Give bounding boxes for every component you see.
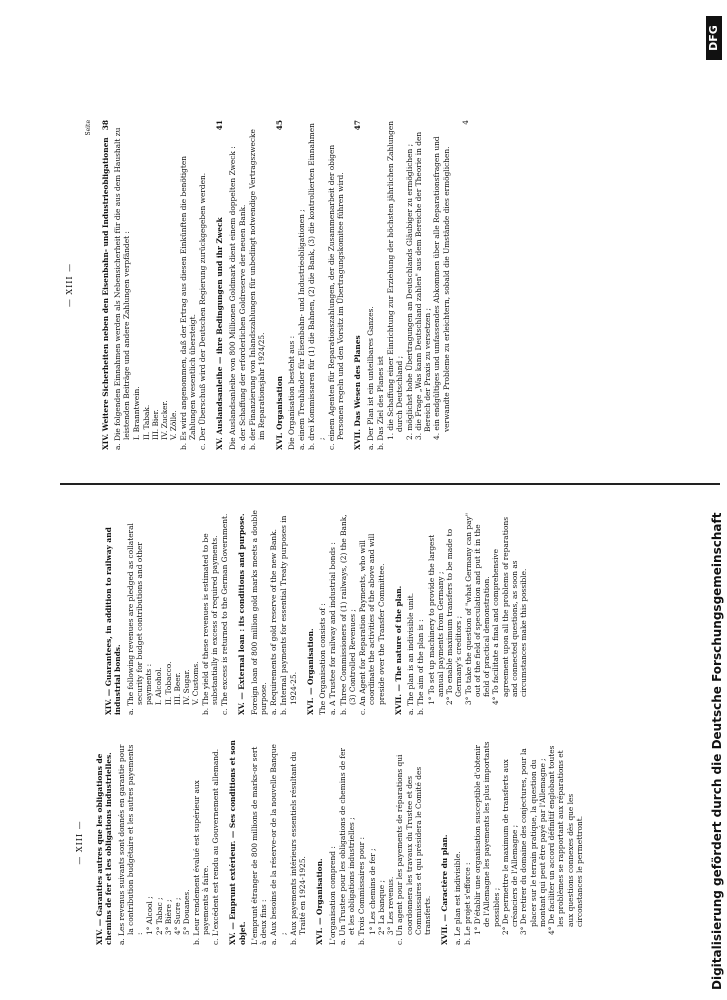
section-heading: XIV. — Guarantees, in addition to railway and industrial bonds.	[104, 527, 123, 715]
paragraph: b. Leur rendement évalué est supérieur aux payements à faire.	[191, 780, 210, 945]
paragraph: Die Auslandsanleihe von 800 Millionen Goldmark dient einem doppelten Zweck :	[227, 146, 237, 450]
paragraph: 4° De faciliter un accord définitif englobant toutes les problèmes se rapportant aux réparations et aux questions connexes dès que les circonstances le permettront.	[547, 745, 584, 935]
paragraph: 2° Tabac ;	[154, 897, 164, 935]
section-heading	[101, 120, 110, 450]
paragraph: a. The following revenues are pledged as collateral security for budget contributions and other payments :	[125, 523, 153, 715]
paragraph: III. Bier.	[150, 409, 160, 440]
paragraph: 3. die Frage „Was kann Deutschland zahlen" aus dem Bereiche der Theorie in den Bereich der Praxis zu versetzen ;	[413, 131, 432, 440]
paragraph: II. Tabak.	[141, 404, 151, 440]
paragraph: 2° De permettre le maximum de transferts aux créanciers de l'Allemagne ;	[500, 759, 519, 935]
section-heading: XVI. — Organisation.	[305, 628, 315, 715]
paragraph: 3° De retirer du domaine des conjectures, pour la placer sur le terrain pratique, la question du montant qui peut être payé par l'Allemagne ;	[519, 748, 547, 935]
page-reference: 45	[274, 120, 284, 131]
paragraph: c. L'excédent est rendu au Gouvernement allemand.	[211, 748, 220, 945]
section-heading	[275, 120, 284, 450]
paragraph: 3° Bière ;	[163, 899, 173, 935]
paragraph: 1° Les chemins de fer ;	[367, 848, 377, 935]
dfg-logo: DFG	[706, 16, 722, 60]
paragraph: 2. möglichst hohe Übertragungen an Deutschlands Gläubiger zu ermöglichen ;	[404, 143, 414, 440]
paragraph: c. Der Überschuß wird der Deutschen Regierung zurückgegeben werden.	[198, 172, 207, 450]
section-heading: XV. — Emprunt extérieur. — Ses conditions et son objet.	[228, 740, 247, 945]
paragraph: 2° La banque ;	[376, 879, 386, 935]
paragraph: Foreign loan of 800 million gold marks meets a double purpose.	[249, 510, 268, 715]
paragraph: 5° Douanes.	[182, 889, 192, 935]
paragraph: II. Tobacco.	[163, 661, 173, 705]
section-heading-text: XIV. Weitere Sicherheiten neben den Eisenbahn- und Industrieobligationen	[100, 137, 110, 450]
paragraph: I. Alcohol.	[154, 667, 164, 705]
paragraph: a. einem Treuhänder für Eisenbahn- und Industrieobligationen ;	[297, 209, 306, 450]
column-german-body	[101, 120, 451, 450]
paragraph: 1° D'établir une organisation susceptible d'obtenir de l'Allemagne les payements les plus importants possibles ;	[473, 741, 501, 935]
paragraph: b. Le projet s'efforce :	[462, 862, 472, 945]
paragraph: V. Customs.	[191, 661, 201, 705]
seite-label: Seite	[85, 120, 92, 136]
section-heading	[353, 120, 362, 450]
paragraph: b. Internal payments for essential Treaty purposes in 1924-25.	[279, 515, 298, 715]
column-english-body	[104, 510, 528, 715]
paragraph: IV. Zucker.	[160, 400, 169, 440]
column-french	[75, 740, 584, 945]
paragraph: 3° To take the question of "what Germany can pay" out of the field of speculation and put it in the field of practical demonstration.	[463, 512, 491, 705]
paragraph: 1. die Schaffung einer Einrichtung zur Erziehung der höchsten jährlichen Zahlungen durch Deutschland ;	[386, 120, 405, 440]
paragraph: b. Das Ziel des Planes ist	[375, 356, 385, 450]
section-heading-text: XV. Auslandsanleihe — ihre Bedingungen und ihr Zweck	[215, 217, 225, 450]
paragraph: 1° Alcool ;	[145, 896, 155, 935]
paragraph: 3° Les revenus.	[386, 876, 395, 935]
page-divider	[60, 483, 720, 485]
section-heading: XVII. — Caractère du plan.	[440, 834, 450, 945]
page-number-right: — XIII —	[65, 262, 74, 308]
column-german	[65, 120, 470, 450]
paragraph: a. Der Plan ist ein unteilbares Ganzes.	[365, 306, 375, 450]
paragraph: a. Les revenus suivants sont donnés en garantie pour la contribution budgétaire et les autres payements :	[116, 744, 144, 945]
paragraph: The Organisation consists of :	[318, 603, 327, 715]
section-heading: XIV. — Garanties autres que les obligations de chemins de fer et les obligations industrielles.	[95, 752, 114, 945]
page-number-left: — XIII —	[75, 820, 84, 865]
section-heading: XV. — External loan : its conditions and purpose.	[237, 513, 247, 715]
paragraph: b. Three Commissioners of (1) railways, (2) the Bank, (3) Controlled Revenues ;	[338, 514, 357, 715]
section-heading: XVI. — Organisation.	[315, 858, 325, 945]
paragraph: a. Requirements of gold reserve of the new Bank.	[269, 529, 278, 715]
paragraph: c. An Agent for Reparation Payments, who will coordinate the activities of the above and will preside over the Transfer Committee.	[358, 533, 386, 715]
page-reference: 38	[100, 120, 110, 131]
paragraph: c. The excess is returned to the German Government.	[220, 513, 229, 715]
footer-mark: 4	[460, 120, 470, 125]
paragraph: 2° To enable maximum transfers to be made to Germany's creditors ;	[445, 528, 464, 705]
column-english	[96, 510, 528, 715]
paragraph: a. Un Trustee pour les obligations de chemins de fer et les obligations industrielles ;	[337, 747, 356, 945]
page-reference: 47	[353, 120, 363, 131]
paragraph: a. der Schaffung der erforderlichen Goldreserve der neuen Bank.	[237, 204, 247, 450]
paragraph: c. einem Agenten für Reparationszahlungen, der die Zusammenarbeit der obigen Personen regeln und den Vorsitz im Übertragungskomitee führen wird.	[326, 144, 345, 450]
paragraph: a. Aux besoins de la réserve-or de la nouvelle Banque ;	[269, 744, 288, 945]
paragraph: V. Zölle.	[169, 410, 179, 440]
paragraph: 1° To set up machinery to provide the largest annual payments from Germany ;	[426, 534, 445, 705]
paragraph: b. der Finanzierung von Inlandszahlungen für unbedingt notwendige Vertragszwecke im Reparationsjahr 1924/25.	[248, 129, 267, 450]
paragraph: L'emprunt étranger de 800 millions de marks-or sert à deux fins :	[249, 746, 268, 945]
section-heading	[215, 120, 224, 450]
paragraph: a. The plan is an indivisible unit.	[406, 592, 415, 715]
paragraph: b. Trois Commissaires pour :	[357, 836, 367, 945]
section-heading: XVII. — The nature of the plan.	[393, 585, 403, 715]
paragraph: 4° Sucre ;	[173, 897, 182, 935]
paragraph: b. The yield of these revenues is estimated to be substantially in excess of required payments.	[200, 533, 219, 715]
paragraph: c. Un agent pour les payements de réparations qui coordonnera les travaux du Trustee et des Commissaires et qui présidera le Comité des transferts.	[395, 754, 432, 945]
paragraph: a. A Trustee for railway and industrial bonds :	[328, 542, 338, 715]
paragraph: III. Beer.	[172, 672, 182, 705]
paragraph: IV. Sugar.	[182, 669, 191, 705]
paragraph: b. Aux payements intérieurs essentiels résultant du Traité en 1924-1925.	[288, 751, 307, 945]
dfg-credit-text: Digitalisierung gefördert durch die Deutsche Forschungsgemeinschaft	[710, 512, 724, 990]
paragraph: I. Branntwein.	[132, 386, 142, 440]
paragraph: L'organisation comprend :	[327, 846, 337, 945]
paragraph: 4° To facilitate a final and comprehensive agreement upon all the problems of reparations and connected questions, as soon as circumstances make this possible.	[491, 516, 528, 705]
page-reference: 41	[215, 120, 225, 131]
paragraph: a. Le plan est indivisible.	[452, 851, 462, 945]
section-heading-text: XVI. Organisation	[274, 375, 284, 450]
paragraph: b. drei Kommissaren für (1) die Bahnen, (2) die Bank, (3) die kontrollierten Einnahmen ;	[307, 123, 326, 450]
paragraph: 4. ein endgültiges und umfassendes Abkommen über alle Reparationsfragen und verwandte Probleme zu erleichtern, sobald die Umstände dies ermöglichen.	[432, 136, 451, 440]
paragraph: b. The aim of the plan is :	[416, 619, 426, 715]
paragraph: Die Organisation besteht aus :	[286, 335, 296, 450]
section-heading-text: XVII. Das Wesen des Planes	[353, 335, 363, 450]
column-french-body	[95, 740, 584, 945]
paragraph: a. Die folgenden Einnahmen werden als Nebensicherheit für die aus dem Haushalt zu leistenden Beiträge und andere Zahlungen verpfändet :	[112, 127, 131, 450]
paragraph: b. Es wird angenommen, daß der Ertrag aus diesen Einkünften die benötigten Zahlungen wesentlich übersteigt.	[178, 156, 197, 450]
